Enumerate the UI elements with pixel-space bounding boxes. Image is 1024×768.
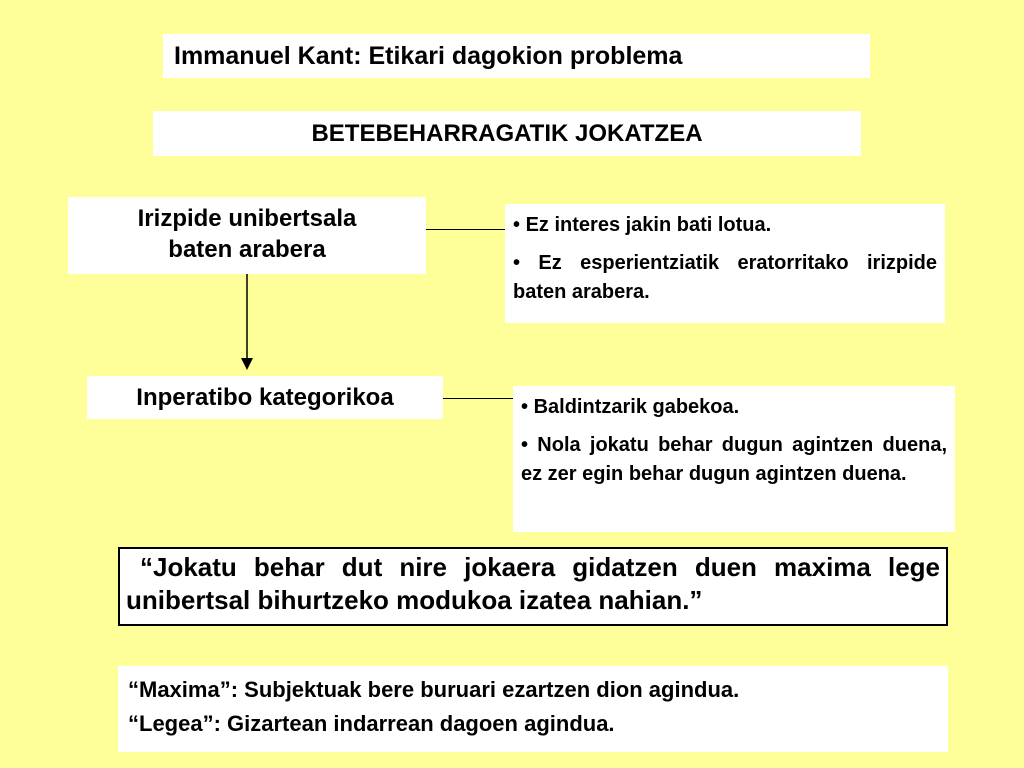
definition-maxim: “Maxima”: Subjektuak bere buruari ezartzen dion agindua. <box>128 677 740 702</box>
bullet-icon: • <box>521 396 529 418</box>
bullet-text: Nola jokatu behar dugun agintzen duena, ez zer egin behar dugun agintzen duena. <box>521 434 947 485</box>
universal-criterion-line-2: baten arabera <box>168 236 326 263</box>
bullet-icon: • <box>513 214 521 236</box>
bullet-icon: • <box>521 434 529 456</box>
kant-maxim-quote: “Jokatu behar dut nire jokaera gidatzen duen maxima lege unibertsal bihurtzeko modukoa izatea nahian.” <box>118 547 948 626</box>
categorical-imperative-box: Inperatibo kategorikoa <box>87 376 443 419</box>
definition-law: “Legea”: Gizartean indarrean dagoen agindua. <box>128 711 615 736</box>
bullet-text: Ez interes jakin bati lotua. <box>525 214 772 236</box>
page-title: Immanuel Kant: Etikari dagokion problema <box>163 34 870 78</box>
main-concept-box: BETEBEHARRAGATIK JOKATZEA <box>153 111 861 156</box>
categorical-imperative-bullets <box>513 386 955 532</box>
bullet-item <box>521 393 947 422</box>
universal-criterion-line-1: Irizpide unibertsala <box>137 205 357 232</box>
bullet-icon: • <box>513 252 521 274</box>
bullet-text: Ez esperientziatik eratorritako irizpide baten arabera. <box>513 252 937 303</box>
connector-line-2 <box>443 398 513 399</box>
bullet-text: Baldintzarik gabekoa. <box>533 396 740 418</box>
bullet-item <box>521 431 947 489</box>
definitions-box <box>118 666 948 752</box>
